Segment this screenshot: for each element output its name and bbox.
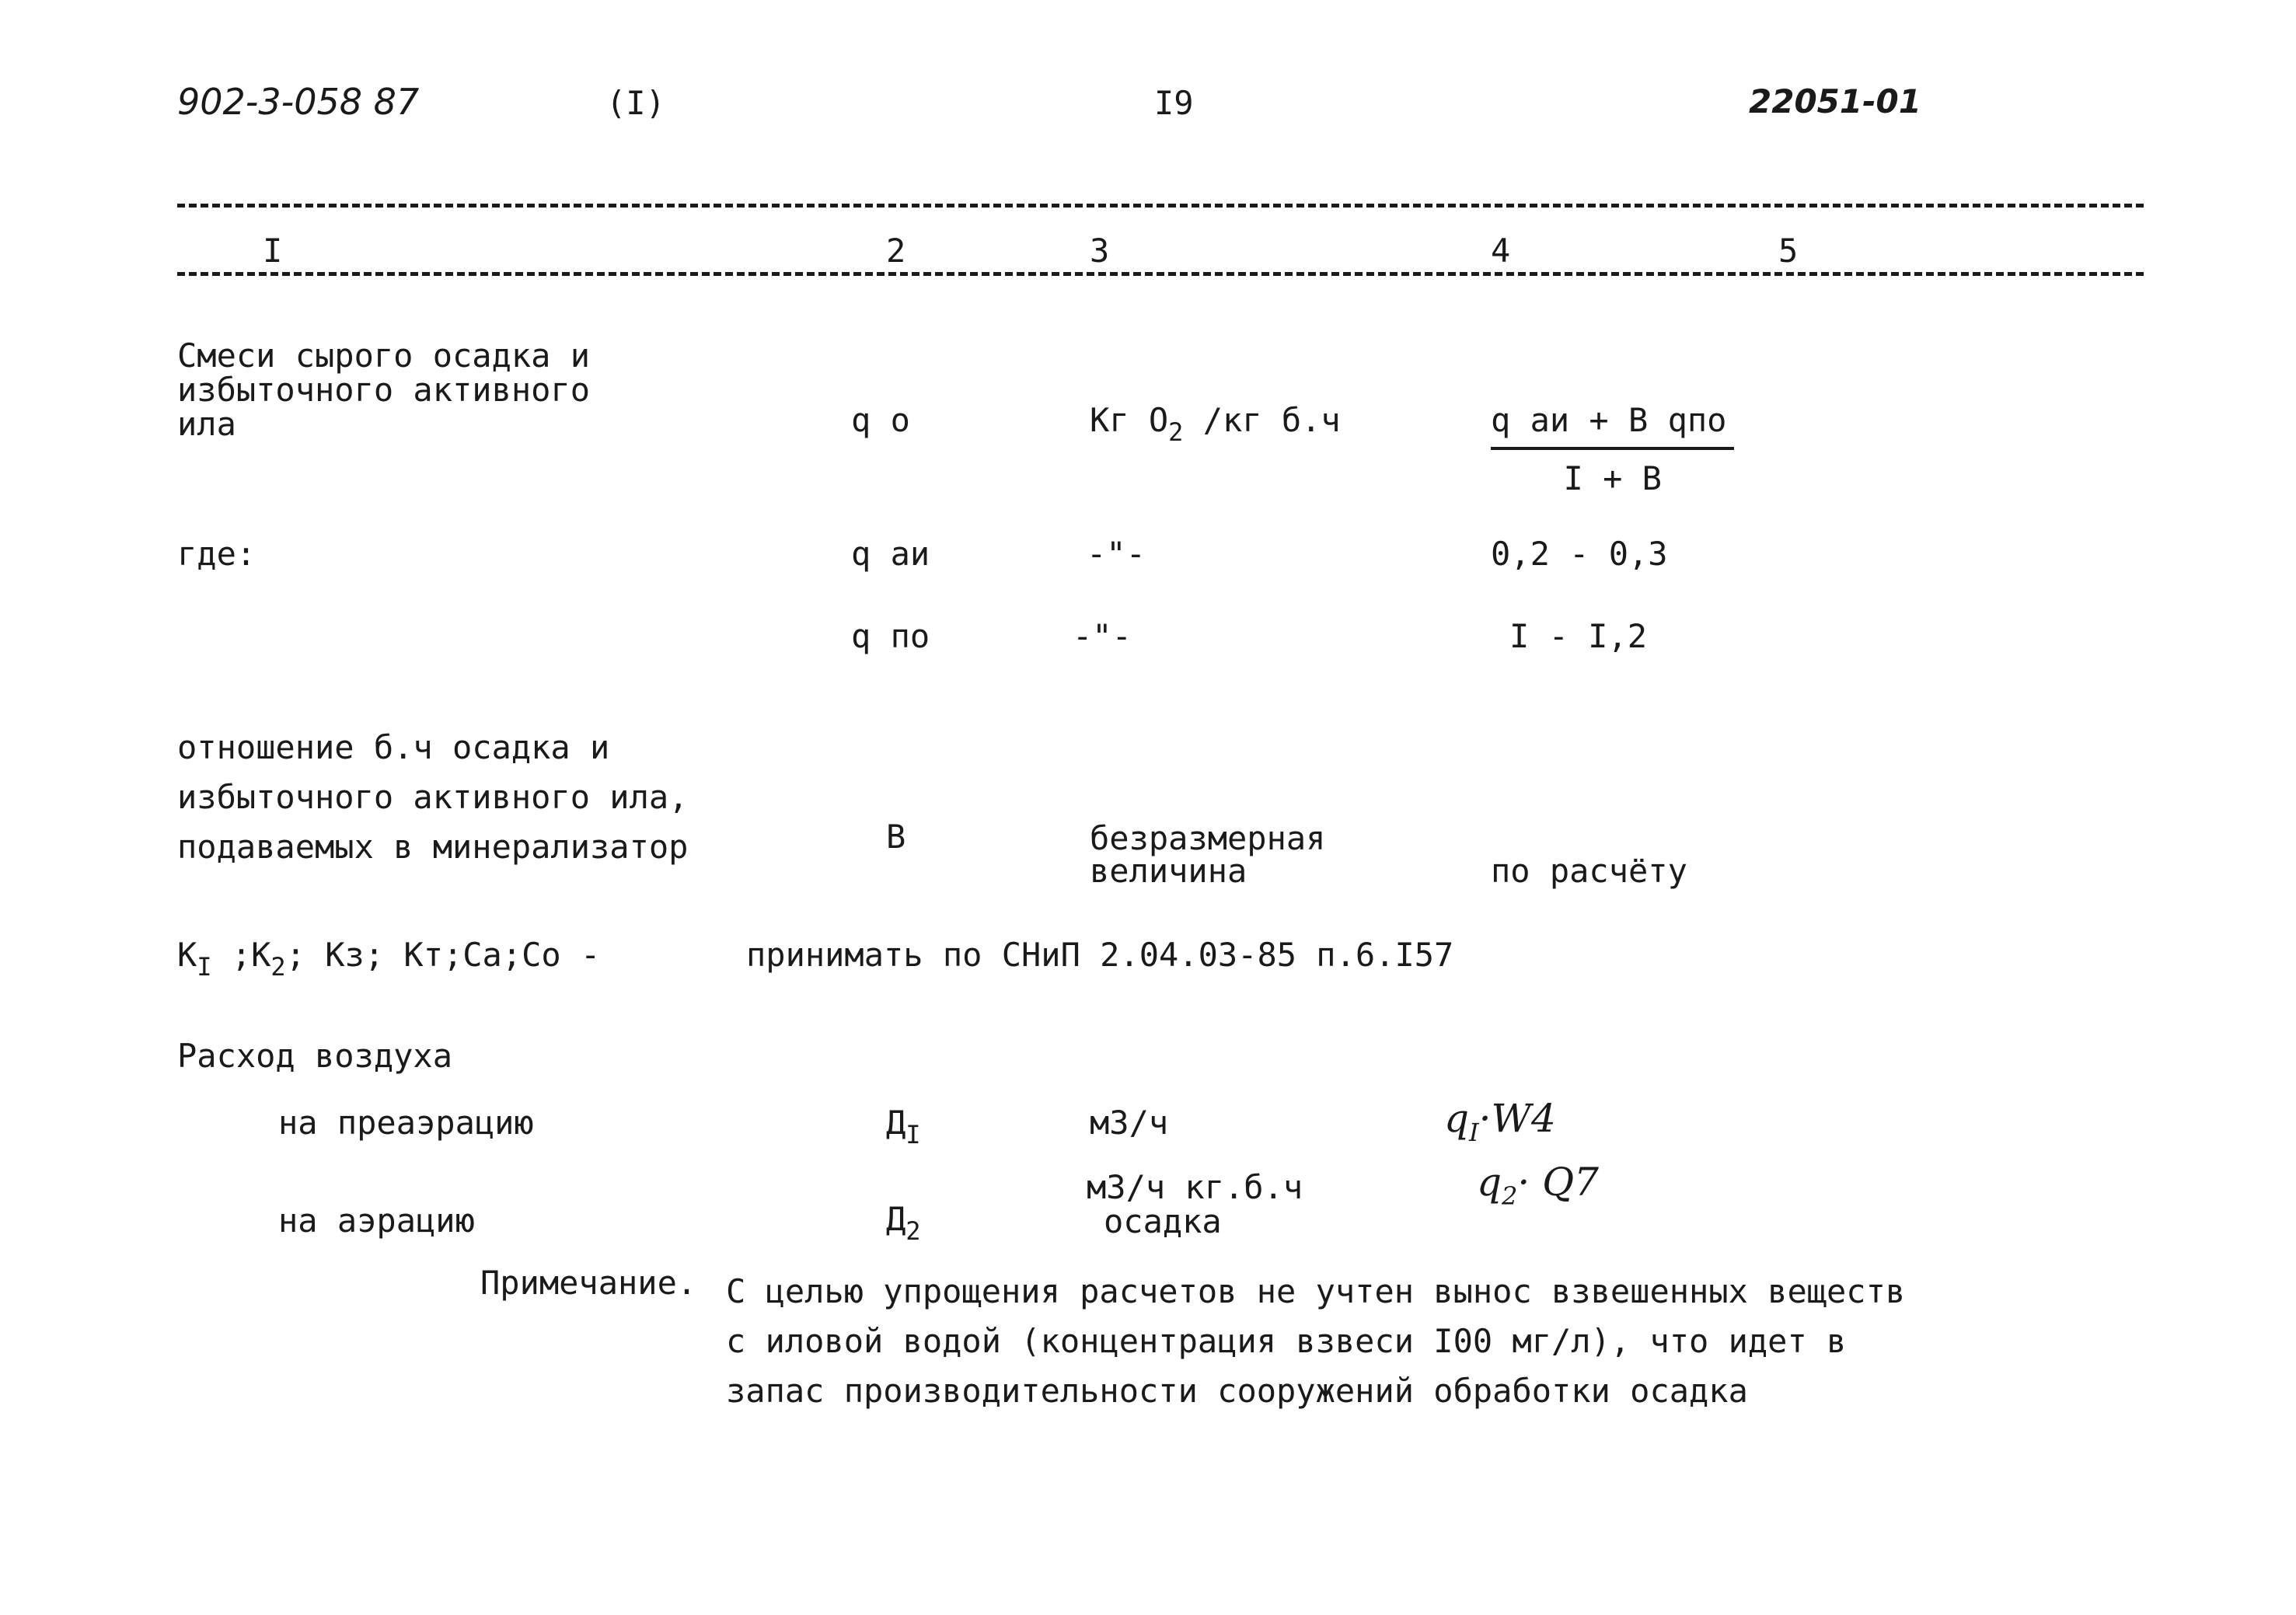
column-header-2: 2 <box>886 232 906 270</box>
air-preaeration-label: на преаэрацию <box>278 1104 534 1142</box>
row-ratio-name-line-1: отношение б.ч осадка и <box>177 728 610 766</box>
row-qpo-symbol: q по <box>851 617 930 655</box>
coef-k1: К <box>177 936 197 974</box>
note-line-3: запас производительности сооружений обработки осадка <box>726 1372 1748 1410</box>
row-mixture-formula <box>1491 401 1734 497</box>
row-ratio-unit <box>1090 819 1326 890</box>
air-aeration-formula-subscript: 2 <box>1502 1181 1518 1211</box>
air-aeration-unit-line-2: осадка <box>1104 1202 1222 1240</box>
coef-k2: ;К <box>211 936 271 974</box>
coef-k2-subscript: 2 <box>270 952 286 982</box>
row-mixture-unit-subscript: 2 <box>1168 417 1184 447</box>
air-aeration-label: на аэрацию <box>278 1202 475 1240</box>
column-header-5: 5 <box>1778 232 1799 270</box>
row-mixture-symbol: q о <box>851 401 910 439</box>
air-aeration-unit <box>1087 1170 1303 1239</box>
air-preaeration-symbol-subscript: I <box>905 1120 921 1149</box>
row-mixture-name <box>177 339 590 441</box>
air-preaeration-symbol <box>886 1104 921 1149</box>
air-aeration-symbol <box>886 1200 921 1246</box>
row-ratio-name-line-2: избыточного активного ила, <box>177 778 689 816</box>
row-ratio-value: по расчёту <box>1491 852 1687 890</box>
row-mixture-unit <box>1090 401 1341 447</box>
air-aeration-symbol-subscript: 2 <box>905 1216 921 1246</box>
row-qpo-value: I - I,2 <box>1509 617 1648 655</box>
row-qai-value: 0,2 - 0,3 <box>1491 535 1668 573</box>
formula-denominator: I + В <box>1563 459 1662 497</box>
air-preaeration-formula-subscript: I <box>1469 1118 1479 1147</box>
row-ratio-unit-line-2: величина <box>1090 852 1247 890</box>
table-top-rule <box>177 204 2144 208</box>
row-qpo-unit: -"- <box>1073 617 1132 655</box>
row-qai-symbol: q аи <box>851 535 930 573</box>
air-preaeration-unit: м3/ч <box>1090 1104 1169 1142</box>
air-aeration-symbol-main: Д <box>886 1200 906 1238</box>
column-header-1: I <box>263 232 283 270</box>
where-label: где: <box>177 535 256 573</box>
column-header-3: 3 <box>1090 232 1110 270</box>
air-aeration-unit-line-1: м3/ч кг.б.ч <box>1087 1168 1303 1206</box>
row-ratio-unit-line-1: безразмерная <box>1090 819 1326 857</box>
air-preaeration-symbol-main: Д <box>886 1104 906 1142</box>
coef-rest: ; Кз; Кт;Са;Со - <box>285 936 601 974</box>
table-header-rule <box>177 272 2144 276</box>
row-mixture-unit-rest: /кг б.ч <box>1183 401 1341 439</box>
row-mixture-unit-main: Кг О <box>1090 401 1169 439</box>
coef-k1-subscript: I <box>197 952 212 982</box>
note-text <box>726 1267 1905 1416</box>
air-aeration-formula-q: q <box>1477 1160 1502 1205</box>
note-label: Примечание. <box>480 1264 697 1302</box>
row-ratio-name <box>177 723 688 872</box>
row-ratio-name-line-3: подаваемых в минерализатор <box>177 828 689 866</box>
row-mixture-name-line-1: Смеси сырого осадка и <box>177 337 591 375</box>
row-qai-unit: -"- <box>1087 535 1146 573</box>
air-aeration-formula <box>1477 1160 1599 1211</box>
row-mixture-name-line-2: избыточного активного <box>177 371 591 409</box>
coefficients-instruction: принимать по СНиП 2.04.03-85 п.6.I57 <box>746 936 1454 974</box>
note-line-2: с иловой водой (концентрация взвеси I00 мг/л), что идет в <box>726 1322 1847 1360</box>
archive-number: 22051-01 <box>1749 82 1921 120</box>
document-code: 902-3-058 87 <box>177 81 420 123</box>
formula-numerator: q аи + В qпо <box>1491 401 1734 450</box>
note-line-1: С целью упрощения расчетов не учтен вынос взвешенных веществ <box>726 1272 1906 1310</box>
page-number: I9 <box>1154 84 1194 122</box>
air-title: Расход воздуха <box>177 1037 453 1075</box>
air-aeration-formula-rest: · Q7 <box>1517 1160 1599 1205</box>
air-preaeration-formula-q: q <box>1444 1096 1470 1141</box>
row-ratio-symbol: В <box>886 818 906 856</box>
column-header-4: 4 <box>1491 232 1511 270</box>
part-label: (I) <box>606 84 665 122</box>
coefficients-list <box>177 936 601 982</box>
air-preaeration-formula <box>1444 1096 1556 1147</box>
row-mixture-name-line-3: ила <box>177 405 236 443</box>
air-preaeration-formula-rest: ·W4 <box>1478 1096 1556 1141</box>
